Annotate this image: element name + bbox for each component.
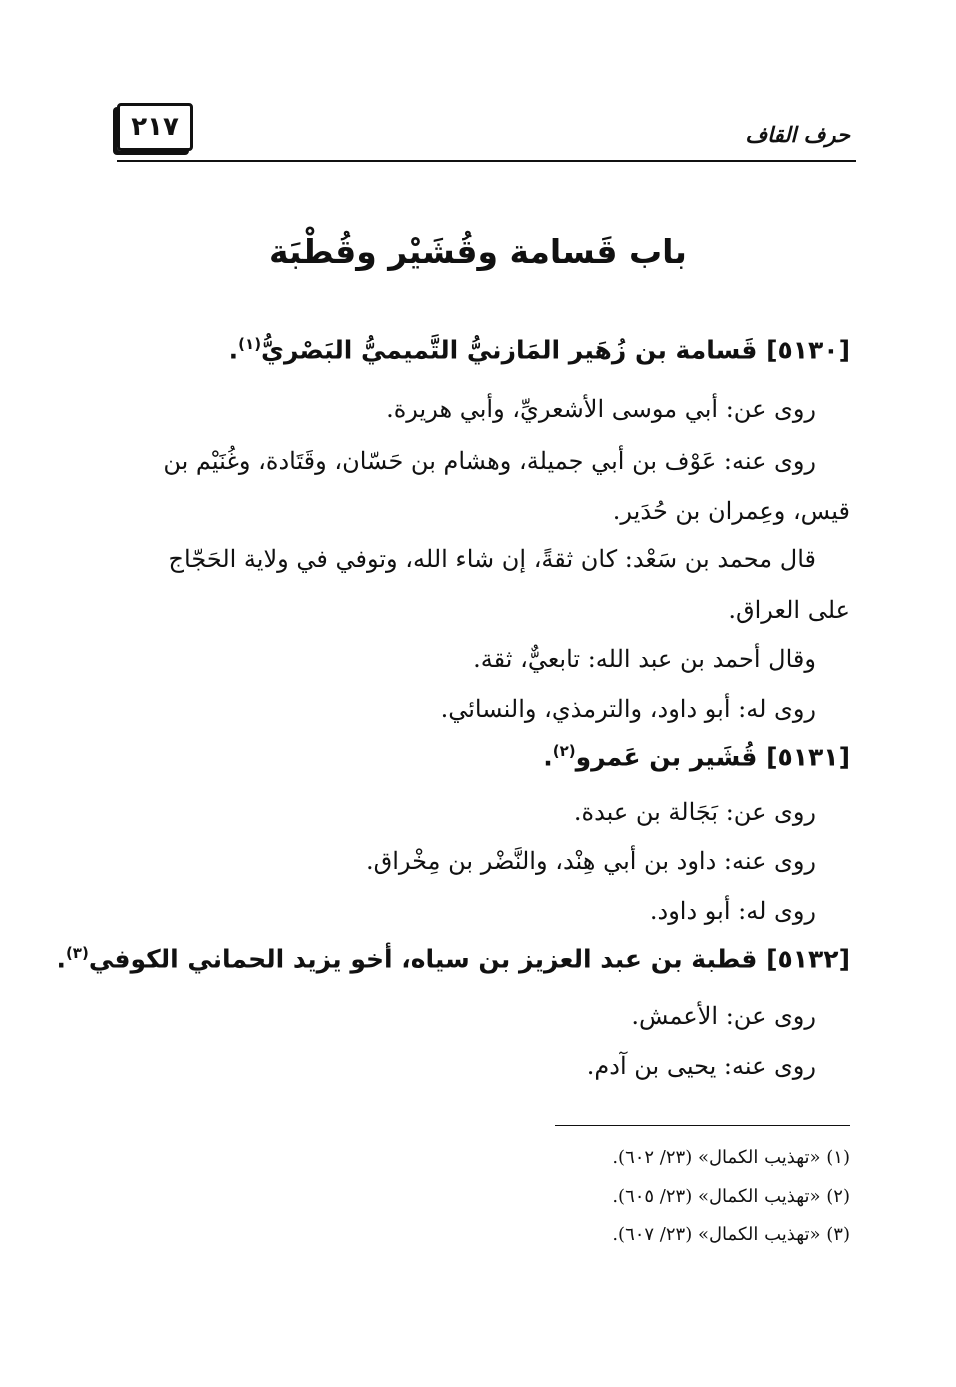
entry-heading-5132 [56,944,850,973]
entry-heading-5131 [543,742,850,771]
page-number-text: ٢١٧ [131,112,179,142]
entry-line: روى عن: أبي موسى الأشعريِّ، وأبي هريرة. [386,395,816,423]
entry-heading-text: [٥١٣٢] قطبة بن عبد العزيز بن سياه، أخو يزيد الحماني الكوفي [88,944,850,974]
entry-heading-5130 [229,335,850,364]
page-number [117,103,193,151]
header-rule [117,160,856,162]
period: . [543,742,553,772]
entry-line: روى له: أبو داود. [649,897,816,925]
chapter-title: باب قَسامة وقُشَيْر وقُطْبَة [269,232,687,271]
entry-line: على العراق. [728,596,850,624]
entry-line: روى عنه: يحيى بن آدم. [586,1052,816,1080]
entry-line: وقال أحمد بن عبد الله: تابعيٌّ، ثقة. [473,645,816,673]
entry-heading-text: [٥١٣٠] قَسامة بن زُهَير المَازنيُّ التَّميميُّ البَصْريُّ [261,335,850,365]
footnote: (١) «تهذيب الكمال» (٢٣/ ٦٠٢). [612,1147,850,1168]
entry-heading-text: [٥١٣١] قُشَير بن عَمرو [575,742,850,772]
footnote-ref: (٢) [552,742,576,760]
footnote: (٢) «تهذيب الكمال» (٢٣/ ٦٠٥). [612,1186,850,1207]
footnote: (٣) «تهذيب الكمال» (٢٣/ ٦٠٧). [612,1224,850,1245]
entry-line: روى له: أبو داود، والترمذي، والنسائي. [440,695,816,723]
entry-line: روى عنه: عَوْف بن أبي جميلة، وهشام بن حَسّان، وقَتَادة، وغُنَيْم بن [163,447,816,475]
footnote-ref: (١) [238,335,262,353]
period: . [56,944,66,974]
entry-line: روى عنه: داود بن أبي هِنْد، والنَّضْر بن مِخْراق. [365,847,816,875]
entry-line: قيس، وعِمران بن حُدَير. [612,497,850,525]
entry-line: روى عن: بَجَالة بن عبدة. [573,798,816,826]
period: . [228,335,239,365]
footnote-rule [555,1125,850,1126]
entry-line: روى عن: الأعمش. [631,1002,816,1030]
footnote-ref: (٣) [65,944,89,962]
entry-line: قال محمد بن سَعْد: كان ثقةً، إن شاء الله، وتوفي في ولاية الحَجّاج [168,545,816,573]
running-head: حرف القاف [745,123,850,147]
